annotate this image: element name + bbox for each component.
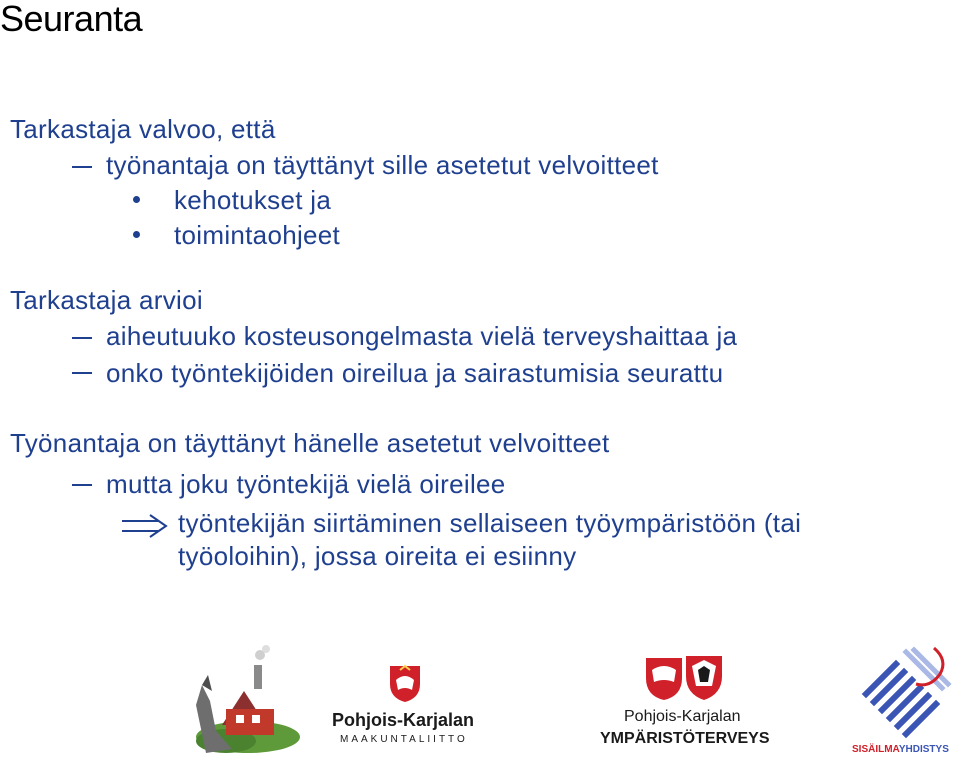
dash-marker bbox=[72, 166, 92, 168]
sisailmayhdistys-logo bbox=[850, 644, 958, 760]
maakuntaliitto-name: Pohjois-Karjalan bbox=[332, 710, 475, 730]
implication-line-2: työoloihin), jossa oireita ei esiinny bbox=[178, 541, 577, 571]
bullet-dot bbox=[133, 231, 140, 238]
implies-arrow-icon bbox=[122, 514, 168, 538]
bullet-item-instructions: toimintaohjeet bbox=[174, 220, 341, 250]
page-title: Seuranta bbox=[0, 0, 143, 39]
implication-line-1: työntekijän siirtäminen sellaiseen työympäristöön (tai bbox=[178, 508, 802, 538]
sisailmayhdistys-name bbox=[852, 744, 949, 755]
maakuntaliitto-logo bbox=[318, 654, 490, 756]
yhdistys-word: YHDISTYS bbox=[898, 744, 949, 755]
maakuntaliitto-sub: MAAKUNTALIITTO bbox=[340, 734, 468, 745]
bullet-dot bbox=[133, 196, 140, 203]
coat-of-arms-icon bbox=[388, 664, 422, 704]
dash-item-symptoms-monitored: onko työntekijöiden oireilua ja sairastumisia seurattu bbox=[106, 358, 724, 388]
diagonal-stripes-icon bbox=[856, 644, 952, 740]
shields-icon bbox=[642, 652, 726, 704]
ymparistoterveys-sub: YMPÄRISTÖTERVEYS bbox=[600, 730, 770, 747]
dash-marker bbox=[72, 337, 92, 339]
dash-marker bbox=[72, 484, 92, 486]
dash-item-obligations-fulfilled: työnantaja on täyttänyt sille asetetut velvoitteet bbox=[106, 150, 659, 180]
wolf-cabin-illustration bbox=[186, 645, 306, 757]
dash-item-employee-symptoms: mutta joku työntekijä vielä oireilee bbox=[106, 469, 506, 499]
ymparistoterveys-logo bbox=[596, 652, 776, 756]
sisailma-word: SISÄILMA bbox=[852, 744, 899, 755]
bullet-item-recommendations: kehotukset ja bbox=[174, 185, 332, 215]
dash-item-health-hazard: aiheutuuko kosteusongelmasta vielä terveyshaittaa ja bbox=[106, 321, 738, 351]
dash-marker bbox=[72, 372, 92, 374]
heading-inspector-supervises: Tarkastaja valvoo, että bbox=[10, 114, 276, 144]
heading-inspector-assesses: Tarkastaja arvioi bbox=[10, 285, 203, 315]
ymparistoterveys-name: Pohjois-Karjalan bbox=[624, 708, 741, 725]
heading-employer-fulfilled: Työnantaja on täyttänyt hänelle asetetut velvoitteet bbox=[10, 428, 610, 458]
